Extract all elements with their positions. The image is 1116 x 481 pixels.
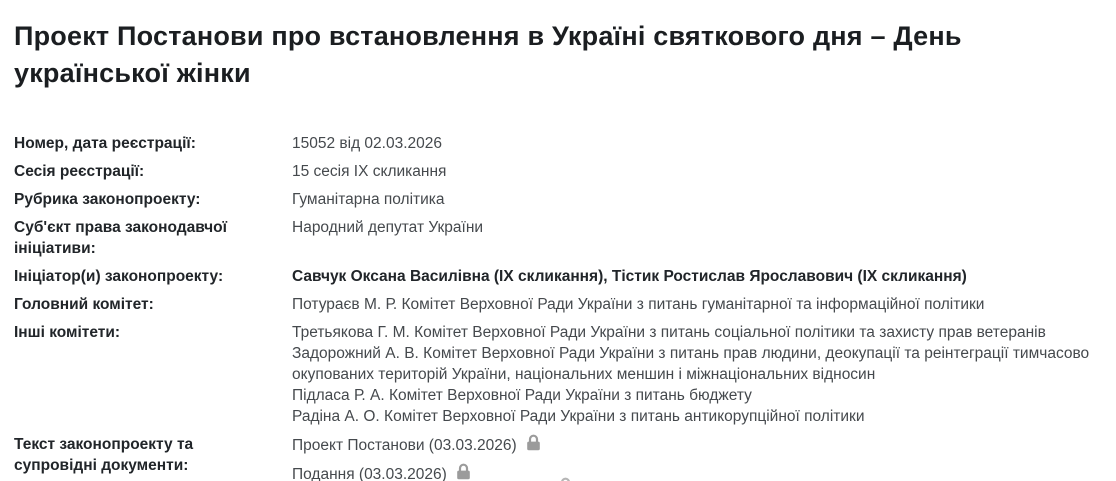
field-label-other-committees: Інші комітети: [14,324,121,341]
committee-line: Радіна А. О. Комітет Верховної Ради України з питань антикорупційної політики [292,408,865,425]
field-value-other-committees [292,322,1106,427]
document-row [292,434,1106,457]
committee-line: Третьякова Г. М. Комітет Верховної Ради України з питань соціальної політики та захисту прав ветеранів [292,324,1046,341]
field-value-main-committee: Потураєв М. Р. Комітет Верховної Ради України з питань гуманітарної та інформаційної політики [292,296,985,313]
lock-icon [526,434,541,457]
document-link-resolution-draft[interactable]: Проект Постанови (03.03.2026) [292,437,517,454]
cutoff-lock-icon [558,477,573,481]
field-value-session: 15 сесія IX скликання [292,163,447,180]
field-value-initiative-subject: Народний депутат України [292,219,484,236]
field-value-rubric: Гуманітарна політика [292,191,445,208]
committee-line: Задорожний А. В. Комітет Верховної Ради України з питань прав людини, деокупації та реінтеграції тимчасово окупованих територій України, національних меншин і міжнаціональних відносин [292,345,1090,383]
field-value-initiators: Савчук Оксана Василівна (IX скликання), Тістик Ростислав Ярославович (IX скликання) [292,268,967,285]
field-label-main-committee: Головний комітет: [14,296,154,313]
field-label-session: Сесія реєстрації: [14,163,145,180]
field-label-registration: Номер, дата реєстрації: [14,135,196,152]
field-label-initiators: Ініціатор(и) законопроекту: [14,268,224,285]
document-row [292,463,1106,481]
lock-icon [456,463,471,481]
document-link-submission[interactable]: Подання (03.03.2026) [292,466,447,481]
field-label-rubric: Рубрика законопроекту: [14,191,201,208]
field-label-documents: Текст законопроекту та супровідні документи: [14,436,194,474]
bill-title: Проект Постанови про встановлення в Україні святкового дня – День української жінки [14,21,962,88]
field-value-registration: 15052 від 02.03.2026 [292,135,443,152]
field-value-documents [292,434,1106,481]
field-label-initiative-subject: Суб'єкт права законодавчої ініціативи: [14,219,227,257]
committee-line: Підласа Р. А. Комітет Верховної Ради України з питань бюджету [292,387,752,404]
bill-fields [14,133,1106,481]
